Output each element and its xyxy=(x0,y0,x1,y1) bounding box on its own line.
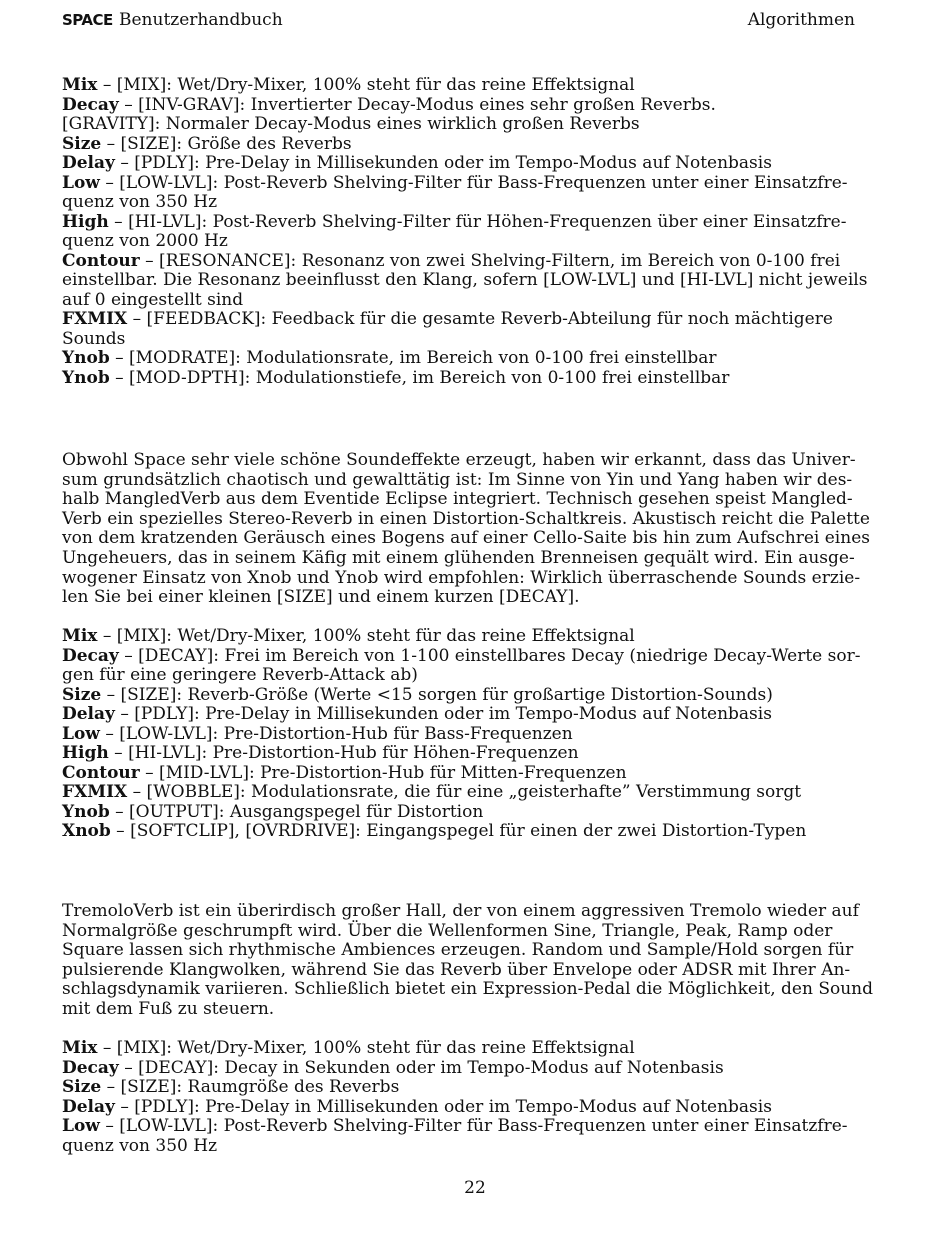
parameter-line xyxy=(62,252,894,272)
parameter-name: Decay xyxy=(62,645,119,666)
parameter-name: Mix xyxy=(62,75,98,95)
parameter-name: Decay xyxy=(62,1057,119,1078)
parameter-name: Size xyxy=(62,684,102,705)
mangledverb-description xyxy=(62,451,894,608)
parameter-description: – [LOW-LVL]: Post-Reverb Shelving-Filter für Bass-Frequenzen unter einer Einsatzfre- xyxy=(99,1116,848,1136)
parameter-line xyxy=(62,291,894,311)
parameter-description: – [WOBBLE]: Modulationsrate, die für eine „geisterhafte” Verstimmung sorgt xyxy=(127,782,802,802)
parameter-description: Sounds xyxy=(62,328,126,349)
parameter-line xyxy=(62,666,894,686)
parameter-description: – [LOW-LVL]: Pre-Distortion-Hub für Bass-Frequenzen xyxy=(99,723,573,744)
parameter-description: – [SIZE]: Reverb-Größe (Werte <15 sorgen für großartige Distortion-Sounds) xyxy=(101,684,773,705)
paragraph-line: Obwohl Space sehr viele schöne Soundeffekte erzeugt, haben wir erkannt, dass das Univer- xyxy=(62,450,856,470)
parameter-name: Delay xyxy=(62,704,115,724)
parameter-name: Low xyxy=(62,723,100,744)
parameter-description: – [OUTPUT]: Ausgangspegel für Distortion xyxy=(109,801,484,822)
parameter-name: Xnob xyxy=(62,821,111,841)
parameter-line xyxy=(62,135,894,155)
parameter-name: Ynob xyxy=(62,348,110,368)
parameter-description: quenz von 350 Hz xyxy=(62,1135,218,1156)
parameter-description: [GRAVITY]: Normaler Decay-Modus eines wirklich großen Reverbs xyxy=(62,114,640,134)
section-title: Algorithmen xyxy=(747,10,855,30)
space-logo: SPACE xyxy=(62,11,113,29)
parameter-line xyxy=(62,822,894,842)
paragraph-line: Verb ein spezielles Stereo-Reverb in einen Distortion-Schaltkreis. Akustisch reicht die Palette xyxy=(62,508,870,529)
parameter-name: Low xyxy=(62,1116,100,1136)
parameter-description: – [RESONANCE]: Resonanz von zwei Shelving-Filtern, im Bereich von 0-100 frei xyxy=(139,250,841,271)
parameter-line xyxy=(62,1039,894,1059)
parameter-name: Ynob xyxy=(62,367,110,388)
parameter-line xyxy=(62,76,894,96)
parameter-line xyxy=(62,783,894,803)
parameter-description: einstellbar. Die Resonanz beeinflusst den Klang, sofern [LOW-LVL] und [HI-LVL] nicht jeweils xyxy=(62,270,868,290)
document-title: Benutzerhandbuch xyxy=(119,10,283,30)
parameter-description: – [SOFTCLIP], [OVRDRIVE]: Eingangspegel für einen der zwei Distortion-Typen xyxy=(110,821,807,841)
parameter-line xyxy=(62,232,894,252)
parameter-line xyxy=(62,1078,894,1098)
parameter-line xyxy=(62,115,894,135)
parameter-line xyxy=(62,627,894,647)
parameter-line xyxy=(62,96,894,116)
parameter-name: Contour xyxy=(62,762,140,783)
parameter-line xyxy=(62,725,894,745)
parameter-description: – [SIZE]: Raumgröße des Reverbs xyxy=(101,1077,400,1097)
parameter-description: quenz von 2000 Hz xyxy=(62,231,228,251)
parameter-line xyxy=(62,1098,894,1118)
parameter-line xyxy=(62,647,894,667)
parameter-line xyxy=(62,1059,894,1079)
parameter-name: High xyxy=(62,743,109,763)
parameter-name: Size xyxy=(62,1077,102,1097)
parameter-description: – [PDLY]: Pre-Delay in Millisekunden oder im Tempo-Modus auf Notenbasis xyxy=(114,153,772,173)
paragraph-line: von dem kratzenden Geräusch eines Bogens auf einer Cello-Saite bis hin zum Aufschrei eines xyxy=(62,528,870,549)
paragraph-line: len Sie bei einer kleinen [SIZE] und einem kurzen [DECAY]. xyxy=(62,587,580,608)
parameter-line xyxy=(62,310,894,330)
parameter-name: Low xyxy=(62,172,100,193)
parameter-line xyxy=(62,349,894,369)
parameter-description: – [HI-LVL]: Post-Reverb Shelving-Filter für Höhen-Frequenzen über einer Einsatzfre- xyxy=(108,211,847,232)
parameter-line xyxy=(62,705,894,725)
parameter-list-2 xyxy=(62,627,894,842)
parameter-line xyxy=(62,213,894,233)
paragraph-line: TremoloVerb ist ein überirdisch großer Hall, der von einem aggressiven Tremolo wieder auf xyxy=(62,901,859,921)
parameter-line xyxy=(62,369,894,389)
parameter-description: – [MODRATE]: Modulationsrate, im Bereich von 0-100 frei einstellbar xyxy=(109,348,717,368)
parameter-description: – [MIX]: Wet/Dry-Mixer, 100% steht für das reine Effektsignal xyxy=(97,626,635,646)
page-header xyxy=(62,10,855,34)
parameter-line xyxy=(62,193,894,213)
parameter-name: Contour xyxy=(62,250,140,271)
parameter-list-3 xyxy=(62,1039,894,1156)
parameter-name: FXMIX xyxy=(62,309,128,329)
paragraph-line: halb MangledVerb aus dem Eventide Eclipse integriert. Technisch gesehen speist Mangled- xyxy=(62,489,853,510)
paragraph-line: mit dem Fuß zu steuern. xyxy=(62,998,275,1019)
parameter-description: – [DECAY]: Decay in Sekunden oder im Tempo-Modus auf Notenbasis xyxy=(118,1057,724,1078)
parameter-name: Delay xyxy=(62,153,115,173)
parameter-name: High xyxy=(62,211,109,232)
parameter-line xyxy=(62,330,894,350)
parameter-line xyxy=(62,154,894,174)
parameter-name: Mix xyxy=(62,1038,98,1058)
paragraph-line: Ungeheuers, das in seinem Käfig mit einem glühenden Brenneisen gequält wird. Ein ausge- xyxy=(62,547,855,568)
tremoloverb-description xyxy=(62,902,894,1020)
parameter-list-1 xyxy=(62,76,894,388)
parameter-line xyxy=(62,686,894,706)
paragraph-line: sum grundsätzlich chaotisch und gewalttätig ist: Im Sinne von Yin und Yang haben wir des- xyxy=(62,469,853,490)
page-number: 22 xyxy=(464,1178,486,1198)
parameter-description: quenz von 350 Hz xyxy=(62,192,218,212)
parameter-description: – [SIZE]: Größe des Reverbs xyxy=(101,133,352,154)
parameter-name: Size xyxy=(62,133,102,154)
parameter-description: – [MIX]: Wet/Dry-Mixer, 100% steht für das reine Effektsignal xyxy=(97,75,635,95)
parameter-name: Decay xyxy=(62,94,119,115)
parameter-description: – [INV-GRAV]: Invertierter Decay-Modus eines sehr großen Reverbs. xyxy=(118,94,716,115)
paragraph-line: schlagsdynamik variieren. Schließlich bietet ein Expression-Pedal die Möglichkeit, den Sound xyxy=(62,979,873,1000)
parameter-description: – [PDLY]: Pre-Delay in Millisekunden oder im Tempo-Modus auf Notenbasis xyxy=(114,704,772,724)
parameter-line xyxy=(62,1117,894,1137)
parameter-line xyxy=(62,1137,894,1157)
parameter-description: – [MID-LVL]: Pre-Distortion-Hub für Mitten-Frequenzen xyxy=(139,762,627,783)
parameter-description: – [MIX]: Wet/Dry-Mixer, 100% steht für das reine Effektsignal xyxy=(97,1038,635,1058)
parameter-name: Ynob xyxy=(62,801,110,822)
parameter-description: – [LOW-LVL]: Post-Reverb Shelving-Filter für Bass-Frequenzen unter einer Einsatzfre- xyxy=(99,172,848,193)
paragraph-line: Square lassen sich rhythmische Ambiences erzeugen. Random und Sample/Hold sorgen für xyxy=(62,940,854,961)
parameter-description: – [HI-LVL]: Pre-Distortion-Hub für Höhen-Frequenzen xyxy=(108,743,579,763)
parameter-description: – [MOD-DPTH]: Modulationstiefe, im Bereich von 0-100 frei einstellbar xyxy=(109,367,730,388)
parameter-line xyxy=(62,744,894,764)
parameter-description: – [FEEDBACK]: Feedback für die gesamte Reverb-Abteilung für noch mächtigere xyxy=(127,309,833,329)
parameter-line xyxy=(62,174,894,194)
parameter-description: gen für eine geringere Reverb-Attack ab) xyxy=(62,665,418,685)
parameter-name: FXMIX xyxy=(62,782,128,802)
parameter-description: – [DECAY]: Frei im Bereich von 1-100 einstellbares Decay (niedrige Decay-Werte sor- xyxy=(118,645,861,666)
parameter-name: Mix xyxy=(62,626,98,646)
parameter-description: auf 0 eingestellt sind xyxy=(62,289,244,310)
parameter-description: – [PDLY]: Pre-Delay in Millisekunden oder im Tempo-Modus auf Notenbasis xyxy=(114,1096,772,1117)
parameter-name: Delay xyxy=(62,1096,115,1117)
parameter-line xyxy=(62,803,894,823)
parameter-line xyxy=(62,271,894,291)
paragraph-line: pulsierende Klangwolken, während Sie das Reverb über Envelope oder ADSR mit Ihrer An- xyxy=(62,959,851,980)
parameter-line xyxy=(62,764,894,784)
paragraph-line: Normalgröße geschrumpft wird. Über die Wellenformen Sine, Triangle, Peak, Ramp oder xyxy=(62,920,833,941)
paragraph-line: wogener Einsatz von Xnob und Ynob wird empfohlen: Wirklich überraschende Sounds erzie- xyxy=(62,567,861,588)
